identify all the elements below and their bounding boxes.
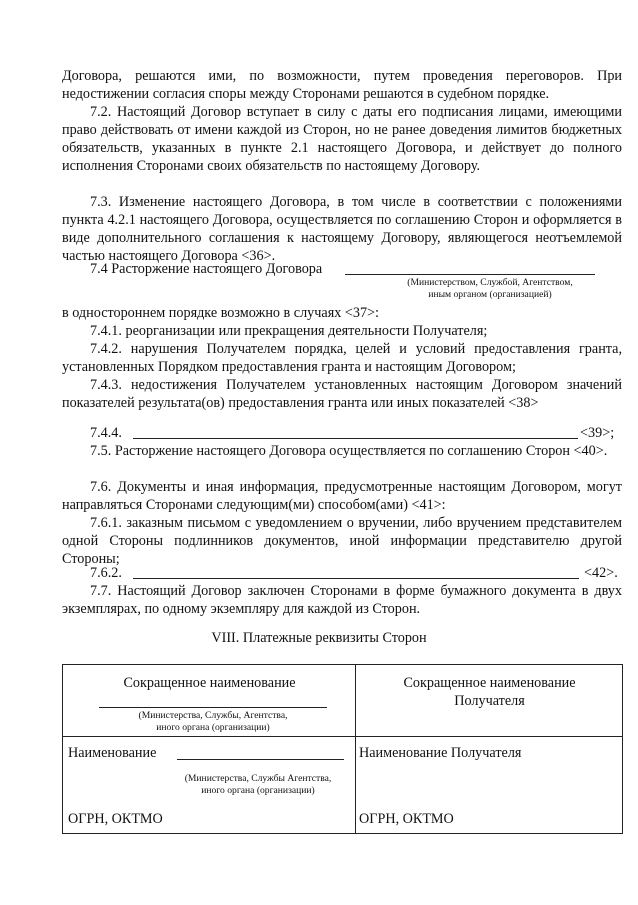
note-7-4-line2: иным органом (организацией) <box>428 289 552 300</box>
paragraph-7-4-3: 7.4.3. недостижения Получателем установленных настоящим Договором значений показателей результата(ов) предоставления гранта или иных показателей <38> <box>62 377 622 411</box>
paragraph-7-2: 7.2. Настоящий Договор вступает в силу с даты его подписания лицами, имеющими право действовать от имени каждой из Сторон, но не ранее доведения лимитов бюджетных обязательств, указанных в пункте 2.1 настоящего Договора, и действует до полного исполнения Сторонами своих обязательств по настоящему Договору. <box>62 104 622 174</box>
paragraph-7-4-cont: в одностороннем порядке возможно в случаях <37>: <box>62 305 379 321</box>
left-body-cell <box>63 737 356 834</box>
right-ogrn-label: ОГРН, ОКТМО <box>359 811 454 827</box>
blank-line-7-6-2 <box>133 578 579 579</box>
left-header-label: Сокращенное наименование <box>123 675 296 691</box>
paragraph-7-4-label: 7.4 Расторжение настоящего Договора <box>90 261 323 277</box>
paragraph-7-1-end: Договора, решаются ими, по возможности, путем проведения переговоров. При недостижении согласия споры между Сторонами решаются в судебном порядке. <box>62 68 622 102</box>
blank-line-7-4-4 <box>133 438 578 439</box>
right-header-line2: Получателя <box>454 693 525 709</box>
left-header-note-line2: иного органа (организации) <box>156 722 270 733</box>
paragraph-7-6: 7.6. Документы и иная информация, предусмотренные настоящим Договором, могут направляться Сторонами следующим(ми) способом(ами) <41>: <box>62 479 622 513</box>
right-header-line1: Сокращенное наименование <box>403 675 576 691</box>
requisites-table <box>62 664 623 834</box>
left-header-note-line1: (Министерства, Службы, Агентства, <box>138 710 288 721</box>
left-name-label: Наименование <box>68 745 157 761</box>
ref-42: <42>. <box>584 565 618 581</box>
section-heading: VIII. Платежные реквизиты Сторон <box>211 630 427 646</box>
note-7-4-line1: (Министерством, Службой, Агентством, <box>407 277 573 288</box>
paragraph-7-6-2-label: 7.6.2. <box>90 565 122 581</box>
paragraph-7-4-1: 7.4.1. реорганизации или прекращения деятельности Получателя; <box>90 323 488 339</box>
paragraph-7-5: 7.5. Расторжение настоящего Договора осуществляется по соглашению Сторон <40>. <box>90 443 608 459</box>
paragraph-7-7: 7.7. Настоящий Договор заключен Сторонами в форме бумажного документа в двух экземплярах, по одному экземпляру для каждой из Сторон. <box>62 583 622 617</box>
paragraph-7-4-4-label: 7.4.4. <box>90 425 122 441</box>
paragraph-7-4-2: 7.4.2. нарушения Получателем порядка, целей и условий предоставления гранта, установленных Порядком предоставления гранта и настоящим Договором; <box>62 341 622 375</box>
paragraph-7-3: 7.3. Изменение настоящего Договора, в том числе в соответствии с положениями пункта 4.2.1 настоящего Договора, осуществляется по соглашению Сторон и оформляется в виде дополнительного соглашения к настоящему Договору, являющегося неотъемлемой частью настоящего Договора <36>. <box>62 194 622 264</box>
left-header-blank-line <box>99 707 327 708</box>
left-name-note-line2: иного органа (организации) <box>201 785 315 796</box>
left-name-blank-line <box>177 759 344 760</box>
right-name-label: Наименование Получателя <box>359 745 522 761</box>
left-ogrn-label: ОГРН, ОКТМО <box>68 811 163 827</box>
left-header-cell <box>63 665 356 737</box>
paragraph-7-6-1: 7.6.1. заказным письмом с уведомлением о вручении, либо вручением представителем одной Стороны подлинников документов, иной информации представителю другой Стороны; <box>62 515 622 567</box>
blank-line-7-4 <box>345 274 595 275</box>
ref-39: <39>; <box>580 425 615 441</box>
right-body-cell <box>356 737 623 834</box>
left-name-note-line1: (Министерства, Службы Агентства, <box>184 773 332 784</box>
right-header-cell <box>356 665 623 737</box>
